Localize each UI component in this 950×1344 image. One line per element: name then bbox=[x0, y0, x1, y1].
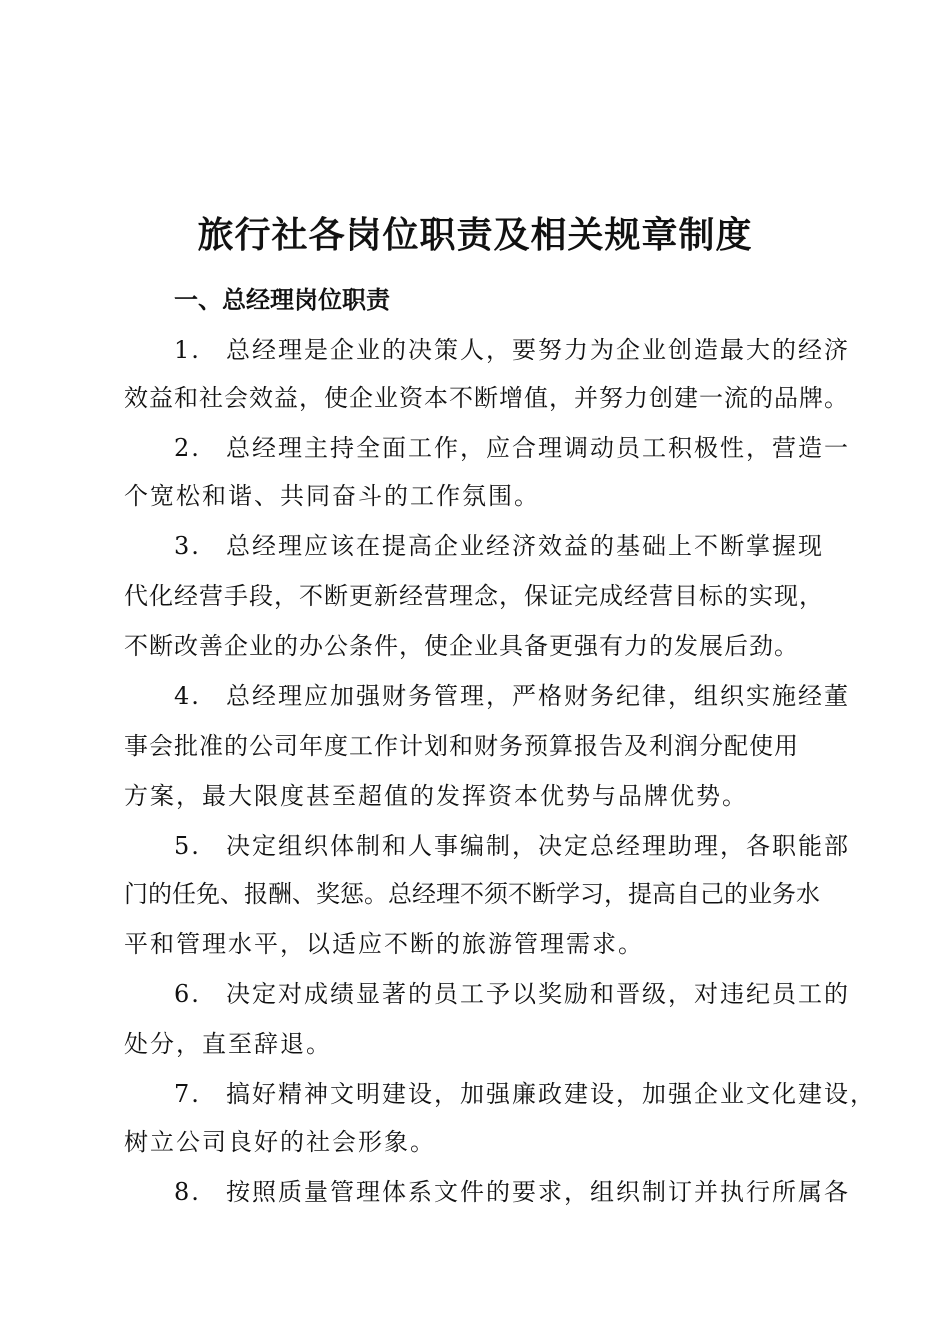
list-item-4-line-2: 事会批准的公司年度工作计划和财务预算报告及利润分配使用 bbox=[124, 732, 799, 760]
list-item-3-line-3: 不断改善企业的办公条件，使企业具备更强有力的发展后劲。 bbox=[124, 632, 799, 660]
list-item-5-line-3: 平和管理水平，以适应不断的旅游管理需求。 bbox=[124, 930, 644, 958]
list-item-text: 总经理应该在提高企业经济效益的基础上不断掌握现 bbox=[226, 532, 824, 560]
list-item-6-line-1 bbox=[174, 976, 850, 1012]
list-item-7-line-1 bbox=[174, 1076, 876, 1112]
list-item-text: 决定对成绩显著的员工予以奖励和晋级，对违纪员工的 bbox=[226, 980, 850, 1008]
section-heading: 一、总经理岗位职责 bbox=[174, 286, 390, 314]
list-item-number: 5. bbox=[174, 832, 201, 860]
document-title: 旅行社各岗位职责及相关规章制度 bbox=[197, 215, 753, 256]
list-item-number: 1. bbox=[174, 336, 201, 364]
list-item-text: 按照质量管理体系文件的要求，组织制订并执行所属各 bbox=[226, 1178, 850, 1206]
list-item-number: 7. bbox=[174, 1080, 201, 1108]
list-item-8-line-1 bbox=[174, 1174, 850, 1210]
list-item-text: 总经理是企业的决策人，要努力为企业创造最大的经济 bbox=[226, 336, 850, 364]
list-item-number: 3. bbox=[174, 532, 201, 560]
list-item-1-line-2: 效益和社会效益，使企业资本不断增值，并努力创建一流的品牌。 bbox=[124, 384, 849, 412]
list-item-number: 4. bbox=[174, 682, 201, 710]
list-item-4-line-3: 方案，最大限度甚至超值的发挥资本优势与品牌优势。 bbox=[124, 782, 748, 810]
list-item-3-line-1 bbox=[174, 528, 824, 564]
list-item-2-line-1 bbox=[174, 430, 850, 466]
list-item-6-line-2: 处分，直至辞退。 bbox=[124, 1030, 332, 1058]
list-item-text: 决定组织体制和人事编制，决定总经理助理，各职能部 bbox=[226, 832, 850, 860]
list-item-5-line-1 bbox=[174, 828, 850, 864]
list-item-text: 总经理主持全面工作，应合理调动员工积极性，营造一 bbox=[226, 434, 850, 462]
list-item-2-line-2: 个宽松和谐、共同奋斗的工作氛围。 bbox=[124, 482, 540, 510]
list-item-number: 2. bbox=[174, 434, 201, 462]
list-item-7-line-2: 树立公司良好的社会形象。 bbox=[124, 1128, 436, 1156]
list-item-number: 8. bbox=[174, 1178, 201, 1206]
list-item-4-line-1 bbox=[174, 678, 850, 714]
list-item-1-line-1 bbox=[174, 332, 850, 368]
list-item-number: 6. bbox=[174, 980, 201, 1008]
list-item-3-line-2: 代化经营手段，不断更新经营理念，保证完成经营目标的实现， bbox=[124, 582, 824, 610]
list-item-text: 总经理应加强财务管理，严格财务纪律，组织实施经董 bbox=[226, 682, 850, 710]
list-item-text: 搞好精神文明建设，加强廉政建设，加强企业文化建设， bbox=[226, 1080, 876, 1108]
list-item-5-line-2: 门的任免、报酬、奖惩。总经理不须不断学习，提高自己的业务水 bbox=[124, 880, 820, 908]
